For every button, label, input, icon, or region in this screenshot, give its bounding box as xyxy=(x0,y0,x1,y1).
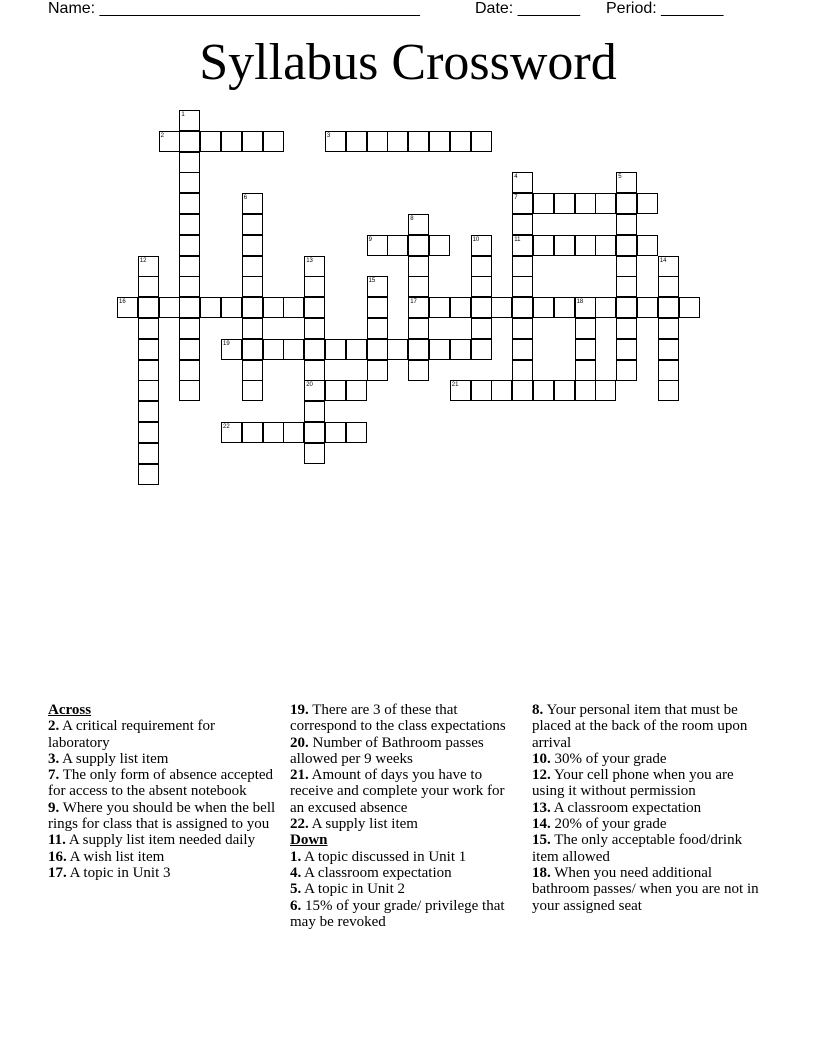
grid-cell[interactable] xyxy=(138,401,159,422)
grid-cell[interactable] xyxy=(283,297,304,318)
grid-cell[interactable] xyxy=(138,380,159,401)
clue-down-12: 12. Your cell phone when you are using it without permission xyxy=(532,767,734,800)
grid-cell[interactable] xyxy=(658,318,679,339)
grid-cell[interactable] xyxy=(408,131,429,152)
clue-across-20: 20. Number of Bathroom passes allowed per 9 weeks xyxy=(290,734,484,767)
grid-cell[interactable] xyxy=(637,193,658,214)
grid-cell[interactable] xyxy=(408,360,429,381)
grid-cell[interactable] xyxy=(471,131,492,152)
grid-cell[interactable] xyxy=(554,297,575,318)
grid-cell[interactable] xyxy=(346,339,367,360)
grid-cell[interactable] xyxy=(283,339,304,360)
clue-down-14: 14. 20% of your grade xyxy=(532,816,667,833)
grid-cell[interactable] xyxy=(408,235,429,256)
clue-number: 14 xyxy=(659,257,667,264)
grid-cell[interactable] xyxy=(179,214,200,235)
grid-cell[interactable] xyxy=(242,256,263,277)
clue-number: 15 xyxy=(368,278,376,285)
grid-cell[interactable] xyxy=(533,380,554,401)
grid-cell[interactable] xyxy=(575,339,596,360)
grid-cell[interactable] xyxy=(429,131,450,152)
grid-cell[interactable] xyxy=(200,131,221,152)
grid-cell[interactable] xyxy=(242,235,263,256)
grid-cell[interactable] xyxy=(179,360,200,381)
grid-cell[interactable] xyxy=(554,193,575,214)
grid-cell[interactable] xyxy=(221,131,242,152)
clue-number: 9 xyxy=(368,236,372,243)
grid-cell[interactable] xyxy=(533,297,554,318)
clue-across-11: 11. A supply list item needed daily xyxy=(48,832,256,849)
grid-cell[interactable] xyxy=(138,276,159,297)
grid-cell[interactable] xyxy=(471,380,492,401)
grid-cell[interactable] xyxy=(179,276,200,297)
grid-cell[interactable] xyxy=(138,360,159,381)
clue-number: 3 xyxy=(327,132,331,139)
grid-cell[interactable] xyxy=(512,339,533,360)
clue-across-19: 19. There are 3 of these that correspond to the class expectations xyxy=(290,702,506,735)
grid-cell[interactable] xyxy=(138,339,159,360)
grid-cell[interactable] xyxy=(616,297,637,318)
clue-number: 2 xyxy=(160,132,164,139)
grid-cell[interactable] xyxy=(616,276,637,297)
grid-cell[interactable] xyxy=(283,422,304,443)
grid-cell[interactable] xyxy=(408,256,429,277)
clue-across-3: 3. A supply list item xyxy=(48,750,169,767)
grid-cell[interactable] xyxy=(138,318,159,339)
grid-cell[interactable] xyxy=(304,401,325,422)
grid-cell[interactable] xyxy=(242,131,263,152)
grid-cell[interactable] xyxy=(616,235,637,256)
grid-cell[interactable] xyxy=(450,297,471,318)
grid-cell[interactable] xyxy=(304,443,325,464)
grid-cell[interactable] xyxy=(533,193,554,214)
grid-cell[interactable] xyxy=(616,360,637,381)
name-field[interactable]: Name: ____________________________________ xyxy=(48,0,420,17)
grid-cell[interactable] xyxy=(387,339,408,360)
grid-cell[interactable] xyxy=(658,360,679,381)
clue-number: 8 xyxy=(410,216,414,222)
grid-cell[interactable] xyxy=(512,297,533,318)
grid-cell[interactable] xyxy=(595,235,616,256)
clue-number: 5 xyxy=(618,174,622,181)
grid-cell[interactable] xyxy=(533,235,554,256)
grid-cell[interactable] xyxy=(471,297,492,318)
clue-number: 4 xyxy=(514,174,518,181)
clue-across-21: 21. Amount of days you have to receive and complete your work for an excused absence xyxy=(290,767,505,816)
page-title: Syllabus Crossword xyxy=(199,34,617,91)
grid-cell[interactable] xyxy=(242,214,263,235)
grid-cell[interactable] xyxy=(512,214,533,235)
grid-cell[interactable] xyxy=(304,422,325,443)
clue-down-6: 6. 15% of your grade/ privilege that may be revoked xyxy=(290,897,505,930)
grid-cell[interactable] xyxy=(304,276,325,297)
clue-down-4: 4. A classroom expectation xyxy=(290,864,452,881)
clue-across-17: 17. A topic in Unit 3 xyxy=(48,864,171,881)
clue-number: 12 xyxy=(139,257,147,264)
grid-cell[interactable] xyxy=(429,235,450,256)
grid-cell[interactable] xyxy=(658,339,679,360)
clue-number: 16 xyxy=(119,299,126,306)
grid-cell[interactable] xyxy=(595,193,616,214)
date-field[interactable]: Date: _______ xyxy=(475,0,580,17)
clue-number: 18 xyxy=(576,299,584,306)
grid-cell[interactable] xyxy=(575,235,596,256)
grid-cell[interactable] xyxy=(325,422,346,443)
grid-cell[interactable] xyxy=(179,152,200,173)
grid-cell[interactable] xyxy=(512,256,533,277)
clue-across-22: 22. A supply list item xyxy=(290,816,418,833)
grid-cell[interactable] xyxy=(408,339,429,360)
grid-cell[interactable] xyxy=(263,339,284,360)
grid-cell[interactable] xyxy=(512,360,533,381)
grid-cell[interactable] xyxy=(179,256,200,277)
grid-cell[interactable] xyxy=(346,422,367,443)
clue-down-10: 10. 30% of your grade xyxy=(532,750,667,767)
grid-cell[interactable] xyxy=(325,339,346,360)
clue-number: 22 xyxy=(223,424,230,430)
grid-cell[interactable] xyxy=(242,360,263,381)
clue-number: 19 xyxy=(223,340,230,347)
grid-cell[interactable] xyxy=(346,380,367,401)
clue-number: 10 xyxy=(472,236,480,243)
grid-cell[interactable] xyxy=(242,339,263,360)
clue-down-8: 8. Your personal item that must be placed at the back of the room upon arrival xyxy=(532,702,748,751)
grid-cell[interactable] xyxy=(575,318,596,339)
grid-cell[interactable] xyxy=(637,297,658,318)
grid-cell[interactable] xyxy=(616,214,637,235)
grid-cell[interactable] xyxy=(471,339,492,360)
grid-cell[interactable] xyxy=(512,380,533,401)
clue-number: 7 xyxy=(514,195,518,202)
grid-cell[interactable] xyxy=(658,380,679,401)
grid-cell[interactable] xyxy=(346,131,367,152)
across-heading: Across xyxy=(48,702,92,718)
grid-cell[interactable] xyxy=(179,172,200,193)
clue-down-5: 5. A topic in Unit 2 xyxy=(290,881,406,898)
period-field[interactable]: Period: _______ xyxy=(606,0,724,17)
crossword-grid xyxy=(0,0,816,480)
grid-cell[interactable] xyxy=(200,297,221,318)
grid-cell[interactable] xyxy=(179,193,200,214)
grid-cell[interactable] xyxy=(512,276,533,297)
clues-column-1 xyxy=(48,702,280,881)
grid-cell[interactable] xyxy=(554,380,575,401)
grid-cell[interactable] xyxy=(304,297,325,318)
grid-cell[interactable] xyxy=(616,318,637,339)
clue-number: 6 xyxy=(243,195,248,202)
grid-cell[interactable] xyxy=(242,276,263,297)
grid-cell[interactable] xyxy=(367,360,388,381)
grid-cell[interactable] xyxy=(138,464,159,485)
grid-cell[interactable] xyxy=(429,339,450,360)
grid-cell[interactable] xyxy=(304,360,325,381)
grid-cell[interactable] xyxy=(367,297,388,318)
grid-cell[interactable] xyxy=(304,318,325,339)
grid-cell[interactable] xyxy=(242,380,263,401)
grid-cell[interactable] xyxy=(179,318,200,339)
grid-cell[interactable] xyxy=(679,297,700,318)
clue-number: 21 xyxy=(451,382,459,389)
grid-cell[interactable] xyxy=(179,235,200,256)
grid-cell[interactable] xyxy=(242,297,263,318)
grid-cell[interactable] xyxy=(491,380,512,401)
clues-column-3 xyxy=(532,702,768,914)
grid-cell[interactable] xyxy=(138,443,159,464)
grid-cell[interactable] xyxy=(575,380,596,401)
clue-down-15: 15. The only acceptable food/drink item allowed xyxy=(532,832,743,865)
grid-cell[interactable] xyxy=(616,339,637,360)
clue-number: 20 xyxy=(306,382,313,389)
grid-cell[interactable] xyxy=(367,131,388,152)
clue-number: 11 xyxy=(514,236,521,243)
clue-down-18: 18. When you need additional bathroom passes/ when you are not in your assigned seat xyxy=(532,864,759,914)
grid-cell[interactable] xyxy=(387,235,408,256)
grid-cell[interactable] xyxy=(263,131,284,152)
grid-cell[interactable] xyxy=(595,297,616,318)
grid-cell[interactable] xyxy=(138,422,159,443)
clues-column-2 xyxy=(290,702,522,930)
grid-cell[interactable] xyxy=(491,297,512,318)
grid-cell[interactable] xyxy=(512,318,533,339)
grid-cell[interactable] xyxy=(658,297,679,318)
down-heading: Down xyxy=(290,832,328,849)
grid-cell[interactable] xyxy=(367,318,388,339)
grid-cell[interactable] xyxy=(159,297,180,318)
grid-cell[interactable] xyxy=(637,235,658,256)
grid-cell[interactable] xyxy=(450,339,471,360)
clue-across-2: 2. A critical requirement for laboratory xyxy=(48,718,216,751)
grid-cell[interactable] xyxy=(138,297,159,318)
clue-number: 13 xyxy=(306,257,313,264)
clue-across-9: 9. Where you should be when the bell rings for class that is assigned to you xyxy=(48,799,276,833)
grid-cell[interactable] xyxy=(595,380,616,401)
grid-cell[interactable] xyxy=(179,297,200,318)
grid-cell[interactable] xyxy=(367,339,388,360)
grid-cell[interactable] xyxy=(263,422,284,443)
grid-cell[interactable] xyxy=(616,256,637,277)
clue-number: 1 xyxy=(181,112,185,118)
grid-cell[interactable] xyxy=(325,380,346,401)
grid-cell[interactable] xyxy=(450,131,471,152)
grid-cell[interactable] xyxy=(471,256,492,277)
grid-cell[interactable] xyxy=(471,318,492,339)
grid-cell[interactable] xyxy=(387,131,408,152)
grid-cell[interactable] xyxy=(554,235,575,256)
grid-cell[interactable] xyxy=(429,297,450,318)
clue-number: 17 xyxy=(410,299,417,306)
grid-cell[interactable] xyxy=(658,276,679,297)
grid-cell[interactable] xyxy=(304,339,325,360)
grid-cell[interactable] xyxy=(408,276,429,297)
grid-cell[interactable] xyxy=(179,339,200,360)
grid-cell[interactable] xyxy=(221,297,242,318)
grid-cell[interactable] xyxy=(179,131,200,152)
clue-down-1: 1. A topic discussed in Unit 1 xyxy=(290,848,467,865)
grid-cell[interactable] xyxy=(575,360,596,381)
clue-down-13: 13. A classroom expectation xyxy=(532,799,702,816)
grid-cell[interactable] xyxy=(616,193,637,214)
grid-cell[interactable] xyxy=(263,297,284,318)
grid-cell[interactable] xyxy=(471,276,492,297)
clue-across-7: 7. The only form of absence accepted for access to the absent notebook xyxy=(48,767,274,800)
grid-cell[interactable] xyxy=(408,318,429,339)
grid-cell[interactable] xyxy=(242,422,263,443)
grid-cell[interactable] xyxy=(179,380,200,401)
clue-across-16: 16. A wish list item xyxy=(48,848,165,865)
grid-cell[interactable] xyxy=(242,318,263,339)
grid-cell[interactable] xyxy=(575,193,596,214)
